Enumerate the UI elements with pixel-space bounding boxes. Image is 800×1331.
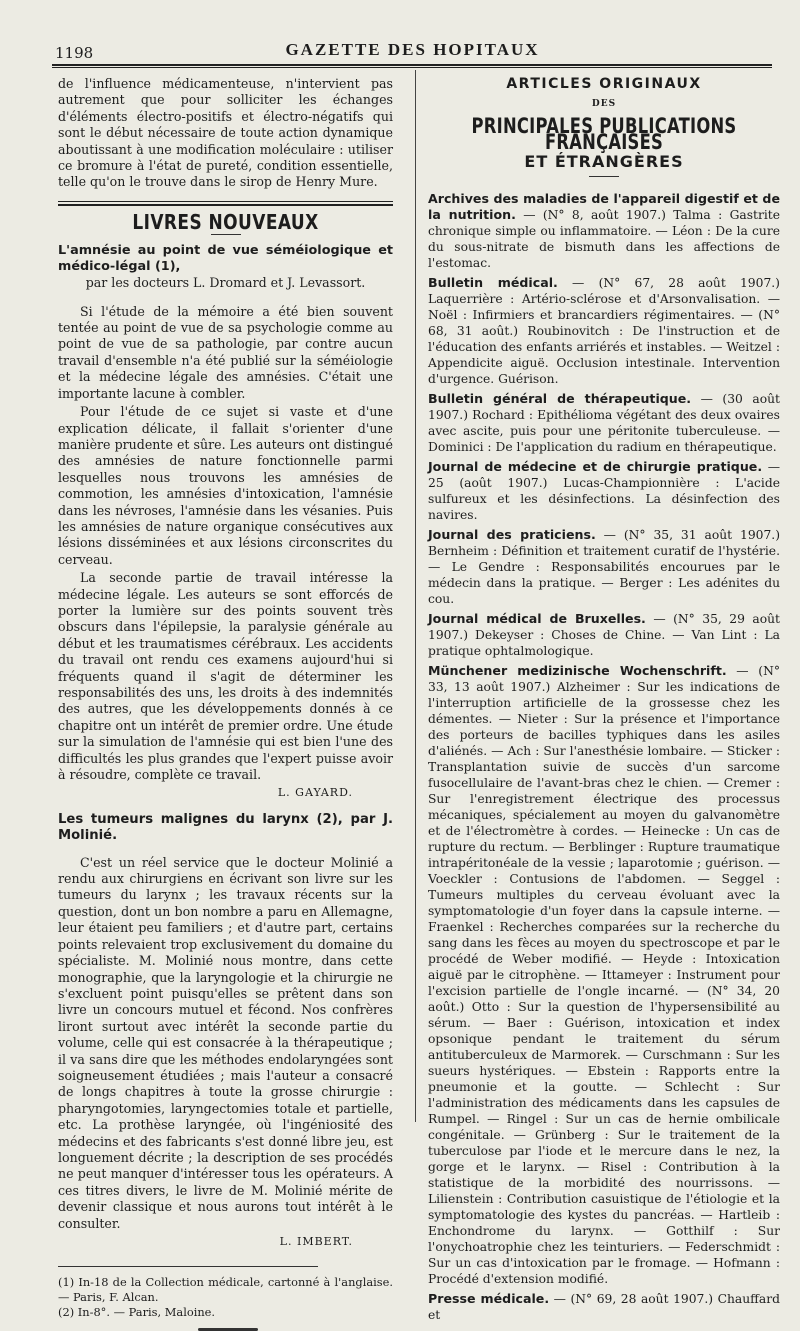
journal-entry (428, 663, 780, 1287)
journal-entry (428, 1291, 780, 1323)
journal-name: Bulletin médical. (428, 275, 558, 290)
journal-entry (428, 275, 780, 387)
footnote-rule (58, 1266, 318, 1267)
footnote: (1) In-18 de la Collection médicale, cartonné à l'anglaise. — Paris, F. Alcan. (58, 1275, 393, 1305)
right-heading-3: PRINCIPALES PUBLICATIONS FRANÇAISES (471, 114, 737, 154)
journal-name: Archives des maladies de l'appareil digestif et de la nutrition. (428, 191, 780, 222)
short-rule (211, 234, 241, 235)
intro-paragraph: de l'influence médicamenteuse, n'intervient pas autrement que pour solliciter les échanges d'éléments électro-positifs et électro-négatifs qui sont le début nécessaire de toute action dynamique aboutissant à une modification moléculaire : utiliser ce bromure à l'état de pureté, condition essentielle, telle qu'on le trouve dans le sirop de Henry Mure. (58, 76, 393, 190)
journal-entry (428, 527, 780, 607)
entry-text: — (N° 8, août 1907.) Talma : Gastrite chronique simple ou inflammatoire. — Léon : De la cure du sous-nitrate de bismuth dans les affections de l'estomac. (428, 208, 781, 270)
short-rule (589, 176, 619, 177)
entry-text: — (30 août 1907.) Rochard : Epithélioma végétant des deux ovaires avec ascite, puis pour une péritonite tuberculeuse. — Dominici : De l'application du radium en thérapeutique. (428, 392, 780, 454)
column-divider (415, 70, 416, 1122)
journal-name: Münchener medizinische Wochenschrift. (428, 663, 727, 678)
book1-paragraph: Si l'étude de la mémoire a été bien souvent tentée au point de vue de sa psychologie comme au point de vue de sa pathologie, par contre aucun travail d'ensemble n'a été publié sur la séméiologie et la médecine légale des amnésies. C'était une importante lacune à combler. (58, 303, 393, 401)
book2-title: Les tumeurs malignes du larynx (2), par J. Molinié. (58, 811, 393, 844)
page-number: 1198 (55, 44, 94, 62)
section-double-rule (58, 201, 393, 206)
entry-text: — 25 (août 1907.) Lucas-Championnière : L'acide sulfureux et les désinfections. La désinfection des navires. (428, 460, 780, 522)
entry-text: — (N° 33, 13 août 1907.) Alzheimer : Sur les indications de l'interruption artificielle de la grossesse chez les démentes. — Nieter : Sur la présence et l'importance des porteurs de bacilles typhiques dans les asiles d'aliénés. — Ach : Sur l'anesthésie lombaire. — Sticker : Transplantation suivie de succès d'un sarcome fusocellulaire de l'avant-bras chez le chien. — Cremer : Sur l'enregistrement électrique des processus mécaniques, spécialement au moyen du galvanomètre et de l'électromètre à cordes. — Heinecke : Un cas de rupture du rectum. — Berblinger : Rupture traumatique intrapéritonéale de la vessie ; laparotomie ; guérison. — Voeckler : Contusions de l'abdomen. — Seggel : Tumeurs multiples du cerveau évoluant avec la symptomatologie d'un foyer dans la capsule interne. — Fraenkel : Recherches comparées sur la recherche du sang dans les fèces au moyen du spectroscope et par le procédé de Weber modifié. — Heyde : Intoxication aiguë par le citrophène. — Ittameyer : Instrument pour l'excision partielle de l'ongle incarné. — (N° 34, 20 août.) Otto : Sur la question de l'hypersensibilité au sérum. — Baer : Guérison, intoxication et index opsonique pendant le traitement du sérum antituberculeux de Marmorek. — Curschmann : Sur les sueurs hystériques. — Ebstein : Rapports entre la pneumonie et la goutte. — Schlecht : Sur l'administration des médicaments dans les capsules de Rumpel. — Ringel : Sur un cas de hernie ombilicale congénitale. — Grünberg : Sur le traitement de la tuberculose par l'iode et le mercure dans le nez, la gorge et le larynx. — Risel : Contribution à la statistique de la morbidité des nourrissons. — Lilienstein : Contribution casuistique de l'étiologie et la symptomatologie des kystes du pancréas. — Hartleib : Enchondrome du larynx. — Gotthilf : Sur l'onychoatrophie chez les teinturiers. — Federschmidt : Sur un cas d'intoxication par le fromage. — Hofmann : Procédé d'extension modifié. (428, 664, 780, 1286)
book2-signature: L. IMBERT. (279, 1235, 353, 1248)
journal-name: Journal de médecine et de chirurgie pratique. (428, 459, 763, 474)
journal-name: Journal médical de Bruxelles. (428, 611, 646, 626)
footnote: (2) In-8°. — Paris, Maloine. (58, 1305, 216, 1320)
right-heading-4: ET ÉTRANGÈRES (524, 152, 684, 171)
entry-text: — (N° 35, 29 août 1907.) Dekeyser : Choses de Chine. — Van Lint : La pratique ophtalmologique. (428, 612, 780, 658)
journal-name: Bulletin général de thérapeutique. (428, 391, 692, 406)
header-rule (52, 64, 772, 68)
right-heading-2: DES (591, 99, 617, 109)
journal-entry (428, 459, 780, 523)
right-heading-1: ARTICLES ORIGINAUX (506, 76, 702, 92)
right-column (428, 76, 780, 1327)
book1-paragraph: Pour l'étude de ce sujet si vaste et d'une explication délicate, il fallait s'orienter d'une manière prudente et sûre. Les auteurs ont distingué des amnésies de nature fonctionnelle parmi lesquelles nous trouvons les amnésies de commotion, les amnésies d'intoxication, l'amnésie dans les névroses, l'amnésie dans les vésanies. Puis les amnésies de nature organique consécutives aux lésions disséminées et aux lésions circonscrites du cerveau. (58, 404, 393, 567)
journal-title: GAZETTE DES HOPITAUX (285, 40, 540, 59)
page-header (55, 40, 770, 62)
book1-authors: par les docteurs L. Dromard et J. Levassort. (85, 275, 366, 291)
entry-text: — (N° 69, 28 août 1907.) Chauffard et (428, 1292, 780, 1322)
journal-entry (428, 391, 780, 455)
section-title: LIVRES NOUVEAUX (132, 209, 319, 234)
book1-signature: L. GAYARD. (277, 786, 353, 800)
journal-name: Presse médicale. (428, 1291, 550, 1306)
entry-text: — (N° 67, 28 août 1907.) Laquerrière : Artério-sclérose et d'Arsonvalisation. — Noël : Infirmiers et brancardiers régimentaires. — (N° 68, 31 août.) Roubinovitch : De l'instruction et de l'éducation des enfants arriérés et instables. — Weitzel : Appendicite aiguë. Occlusion intestinale. Intervention d'urgence. Guérison. (428, 276, 780, 386)
left-column (58, 76, 393, 1331)
book1-paragraph: La seconde partie de travail intéresse la médecine légale. Les auteurs se sont efforcés de porter la lumière sur des points souvent très obscurs dans l'épilepsie, la paralysie générale au début et les traumatismes cérébraux. Les accidents du travail ont rendu ces examens aujourd'hui si fréquents quand il s'agit de déterminer les responsabilités des uns, les droits à des indemnités des autres, que les développements donnés à ce chapitre ont un intérêt de premier ordre. Une étude sur la simulation de l'amnésie qui est bien l'une des difficultés les plus grandes que l'expert puisse avoir à résoudre, complète ce travail. (58, 570, 393, 783)
entry-text: — (N° 35, 31 août 1907.) Bernheim : Définition et traitement curatif de l'hystérie. — Le Gendre : Responsabilités encourues par le médecin dans la pratique. — Berger : Les adénites du cou. (428, 528, 780, 606)
journal-entry (428, 611, 780, 659)
journal-entry (428, 191, 780, 271)
book2-paragraph: C'est un réel service que le docteur Molinié a rendu aux chirurgiens en écrivant son livre sur les tumeurs du larynx ; les travaux récents sur la question, dont un bon nombre a paru en Allemagne, leur étaient peu familiers ; et d'autre part, certains points relevaient trop exclusivement du domaine du spécialiste. M. Molinié nous montre, dans cette monographie, que la laryngologie et la chirurgie ne s'excluent point puisqu'elles se prêtent dans son livre un concours mutuel et fécond. Nos confrères liront surtout avec intérêt la seconde partie du volume, celle qui est consacrée à la thérapeutique ; il va sans dire que les méthodes endolaryngées sont soigneusement étudiées ; mais l'auteur a consacré de longs chapitres à toute la grosse chirurgie : pharyngotomies, laryngectomies totale et partielle, etc. La prothèse laryngée, où l'ingéniosité des médecins et des fabricants s'est donné libre jeu, est longuement décrite ; la description de ses procédés ne peut manquer d'intéresser tous les opérateurs. A ces titres divers, le livre de M. Molinié mérite de devenir classique et nous aurons tout intérêt à le consulter. (58, 854, 393, 1231)
journal-name: Journal des praticiens. (428, 527, 596, 542)
book1-title: L'amnésie au point de vue séméiologique et médico-légal (1), (58, 243, 393, 275)
